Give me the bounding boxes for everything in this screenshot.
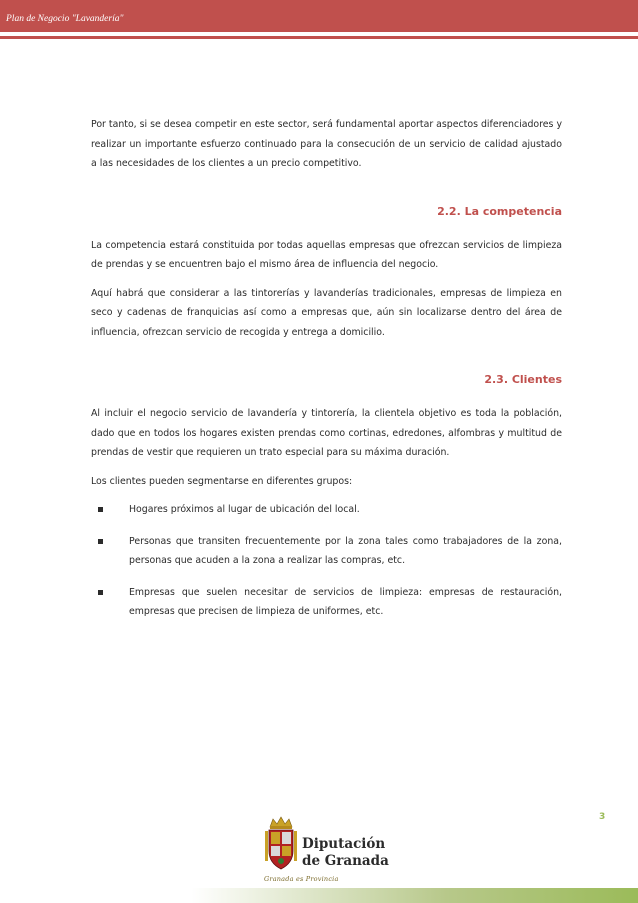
client-segments-list (91, 500, 562, 622)
competencia-paragraph-2: Aquí habrá que considerar a las tintorerías y lavanderías tradicionales, empresas de limpieza en seco y cadenas de franquicias así como a empresas que, aún sin localizarse dentro del área de influencia, ofrezcan servicio de recogida y entrega a domicilio. (91, 287, 562, 338)
list-item (91, 583, 562, 622)
clientes-paragraph-2: Los clientes pueden segmentarse en diferentes grupos: (91, 475, 353, 487)
square-bullet-icon (98, 507, 103, 512)
intro-paragraph: Por tanto, si se desea competir en este sector, será fundamental aportar aspectos diferenciadores y realizar un importante esfuerzo continuado para la consecución de un servicio de calidad ajustado a las necesidades de los clientes a un precio competitivo. (91, 119, 562, 169)
list-item (91, 532, 562, 571)
square-bullet-icon (98, 590, 103, 595)
coat-of-arms-icon (264, 815, 298, 871)
header-rule (0, 36, 638, 39)
logo-tagline: Granada es Provincia (264, 875, 339, 883)
list-item-text: Personas que transiten frecuentemente por la zona tales como trabajadores de la zona, personas que acuden a la zona a realizar las compras, etc. (129, 535, 562, 566)
list-item-text: Hogares próximos al lugar de ubicación del local. (129, 504, 360, 515)
diputacion-granada-logo (262, 815, 412, 890)
list-item (91, 500, 562, 520)
logo-text-line2: de Granada (302, 853, 389, 869)
document-title: Plan de Negocio "Lavandería" (6, 14, 124, 24)
section-heading-clientes: 2.3. Clientes (484, 373, 562, 386)
logo-text-line1: Diputación (302, 836, 386, 852)
page-content (91, 115, 562, 622)
list-item-text: Empresas que suelen necesitar de servicios de limpieza: empresas de restauración, empresas que precisen de limpieza de uniformes, etc. (129, 586, 562, 617)
footer-gradient-bar (0, 888, 638, 903)
competencia-paragraph-1: La competencia estará constituida por todas aquellas empresas que ofrezcan servicios de limpieza de prendas y se encuentren bajo el mismo área de influencia del negocio. (91, 239, 562, 270)
section-heading-competencia: 2.2. La competencia (437, 204, 562, 218)
square-bullet-icon (98, 539, 103, 544)
page-number: 3 (599, 812, 606, 822)
header-band (0, 0, 638, 32)
clientes-paragraph-1: Al incluir el negocio servicio de lavandería y tintorería, la clientela objetivo es toda la población, dado que en todos los hogares existen prendas como cortinas, edredones, alfombras y multitud de prendas de vestir que requieren un trato especial para su máxima duración. (91, 408, 562, 458)
